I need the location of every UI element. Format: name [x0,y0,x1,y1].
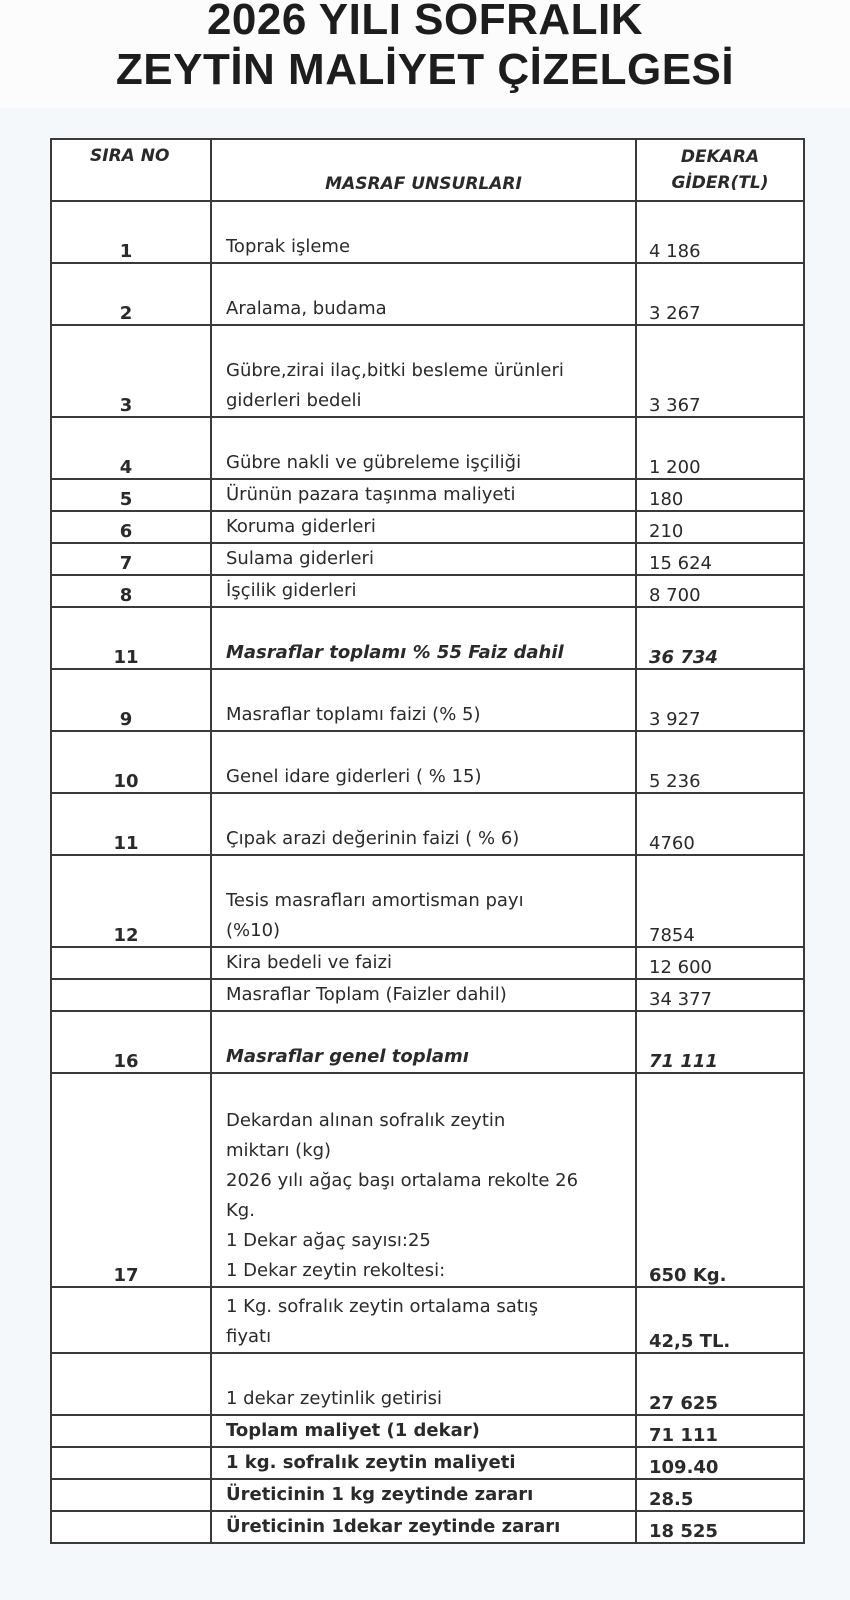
row-value: 42,5 TL. [636,1287,804,1353]
row-item [211,855,636,947]
row-item: Kira bedeli ve faizi [211,947,636,979]
row-number: 2 [51,263,211,325]
header-dekara: DEKARA [680,147,760,167]
table-row [51,947,804,979]
row-number: 8 [51,575,211,607]
row-number [51,1353,211,1415]
row-item-line: Kg. [226,1200,255,1221]
row-number: 16 [51,1011,211,1073]
row-item: Masraflar Toplam (Faizler dahil) [211,979,636,1011]
row-value: 3 367 [636,325,804,417]
row-number [51,947,211,979]
header-dekara-gider [636,139,804,201]
row-value: 4 186 [636,201,804,263]
table-row [51,1073,804,1287]
row-number: 7 [51,543,211,575]
title-line-2: ZEYTİN MALİYET ÇİZELGESİ [115,45,735,94]
table-row-grand-total [51,1011,804,1073]
table-row-summary [51,1479,804,1511]
row-number: 17 [51,1073,211,1287]
header-gider-tl: GİDER(TL) [671,173,769,193]
row-item: Toprak işleme [211,201,636,263]
row-item: Üreticinin 1dekar zeytinde zararı [211,1511,636,1543]
row-item: Üreticinin 1 kg zeytinde zararı [211,1479,636,1511]
row-item: Masraflar toplamı % 55 Faiz dahil [211,607,636,669]
row-item: Ürünün pazara taşınma maliyeti [211,479,636,511]
row-value: 4760 [636,793,804,855]
row-value: 18 525 [636,1511,804,1543]
row-value: 71 111 [636,1415,804,1447]
title-line-1: 2026 YILI SOFRALIK [206,0,644,44]
header-row [51,139,804,201]
row-item: 1 kg. sofralık zeytin maliyeti [211,1447,636,1479]
table-row [51,543,804,575]
row-item: Koruma giderleri [211,511,636,543]
row-item: Masraflar genel toplamı [211,1011,636,1073]
row-number: 11 [51,607,211,669]
row-value: 210 [636,511,804,543]
row-item: İşçilik giderleri [211,575,636,607]
row-value: 1 200 [636,417,804,479]
row-item-line: giderleri bedeli [226,390,362,411]
table-row [51,263,804,325]
row-value: 5 236 [636,731,804,793]
table-row-subtotal [51,607,804,669]
table-row [51,979,804,1011]
row-number [51,1511,211,1543]
row-item: Çıpak arazi değerinin faizi ( % 6) [211,793,636,855]
table-row [51,855,804,947]
table-row-summary [51,1511,804,1543]
row-item-line: 1 Kg. sofralık zeytin ortalama satış [226,1296,539,1317]
row-value: 3 927 [636,669,804,731]
row-number: 1 [51,201,211,263]
row-value: 28.5 [636,1479,804,1511]
table-row-summary [51,1415,804,1447]
row-number: 10 [51,731,211,793]
table-row [51,575,804,607]
row-item-line: 1 Dekar zeytin rekoltesi: [226,1260,446,1281]
row-item-line: Dekardan alınan sofralık zeytin [226,1110,506,1131]
header-sira-no: SIRA NO [51,139,211,201]
row-number: 9 [51,669,211,731]
table-row [51,201,804,263]
table-row [51,479,804,511]
table-row [51,417,804,479]
row-item: Aralama, budama [211,263,636,325]
table-row [51,325,804,417]
row-item-line: 2026 yılı ağaç başı ortalama rekolte 26 [226,1170,579,1191]
row-value: 109.40 [636,1447,804,1479]
row-item-line: Tesis masrafları amortisman payı [226,890,524,911]
row-number [51,979,211,1011]
table-row-summary [51,1447,804,1479]
row-item-line: (%10) [226,920,281,941]
row-value: 34 377 [636,979,804,1011]
row-item-line: 1 Dekar ağaç sayısı:25 [226,1230,431,1251]
row-item: 1 dekar zeytinlik getirisi [211,1353,636,1415]
row-item-line: Gübre,zirai ilaç,bitki besleme ürünleri [226,360,564,381]
row-value: 15 624 [636,543,804,575]
row-number [51,1415,211,1447]
header-masraf-unsurlari: MASRAF UNSURLARI [211,139,636,201]
row-value: 71 111 [636,1011,804,1073]
document-title [0,0,850,98]
row-item-line: miktarı (kg) [226,1140,332,1161]
row-value: 36 734 [636,607,804,669]
row-number: 5 [51,479,211,511]
table-row [51,669,804,731]
cost-table [50,138,805,1544]
row-item [211,1073,636,1287]
row-number [51,1447,211,1479]
row-item: Masraflar toplamı faizi (% 5) [211,669,636,731]
row-item: Sulama giderleri [211,543,636,575]
row-number: 12 [51,855,211,947]
row-number: 4 [51,417,211,479]
table-row [51,1353,804,1415]
row-number: 3 [51,325,211,417]
row-item: Toplam maliyet (1 dekar) [211,1415,636,1447]
table-row [51,731,804,793]
table-row [51,511,804,543]
row-item [211,1287,636,1353]
row-item [211,325,636,417]
row-item: Genel idare giderleri ( % 15) [211,731,636,793]
row-item: Gübre nakli ve gübreleme işçiliği [211,417,636,479]
row-value: 12 600 [636,947,804,979]
row-value: 7854 [636,855,804,947]
table-row [51,1287,804,1353]
row-value: 180 [636,479,804,511]
row-number: 11 [51,793,211,855]
row-number: 6 [51,511,211,543]
row-value: 3 267 [636,263,804,325]
row-value: 650 Kg. [636,1073,804,1287]
row-value: 27 625 [636,1353,804,1415]
row-item-line: fiyatı [226,1326,272,1347]
row-value: 8 700 [636,575,804,607]
row-number [51,1287,211,1353]
table-row [51,793,804,855]
row-number [51,1479,211,1511]
